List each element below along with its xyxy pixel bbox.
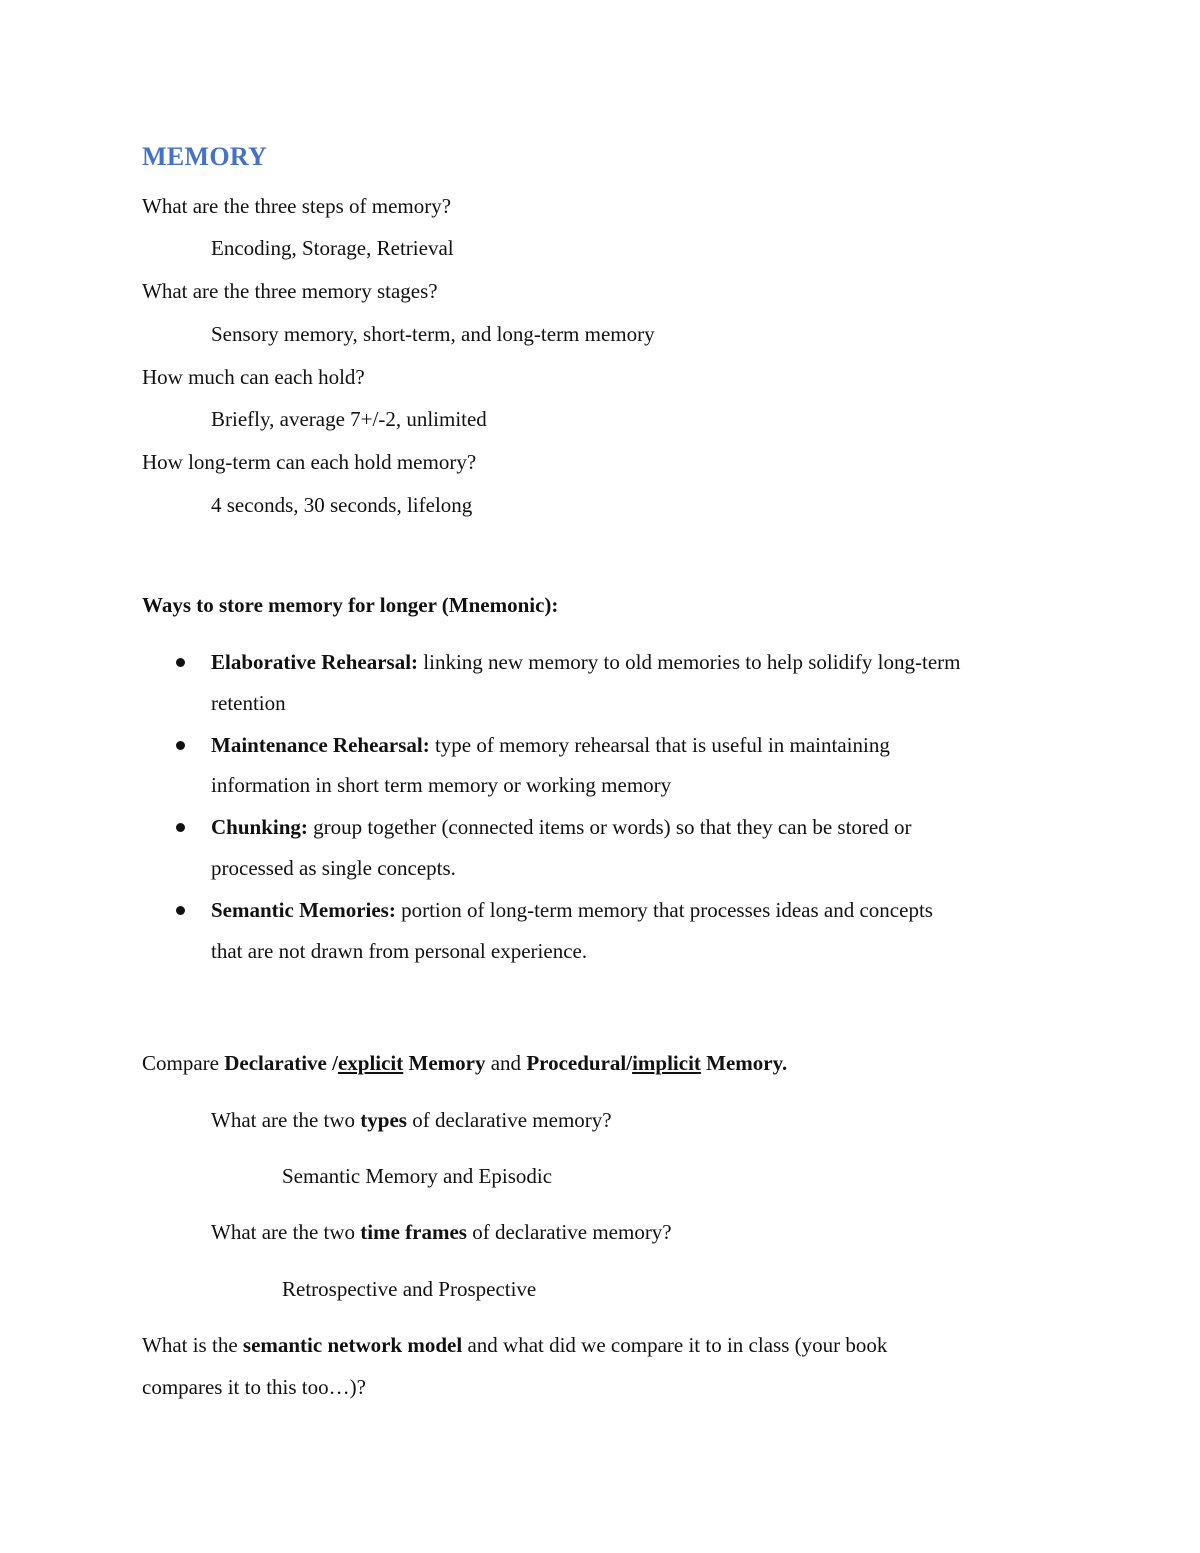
- list-item-chunking-cont: processed as single concepts.: [211, 856, 456, 880]
- list-item-elaborative: [211, 648, 960, 676]
- term-label: Maintenance Rehearsal:: [211, 733, 430, 757]
- term-label: Semantic Memories:: [211, 898, 396, 922]
- question-semantic-network-cont: compares it to this too…)?: [142, 1375, 366, 1399]
- term-label: Chunking:: [211, 815, 308, 839]
- procedural-label: Procedural/: [526, 1051, 633, 1075]
- bullet-icon: [176, 906, 185, 915]
- question-text: What is the: [142, 1333, 243, 1357]
- question-capacity: How much can each hold?: [142, 365, 365, 389]
- bullet-icon: [176, 823, 185, 832]
- mnemonic-heading: Ways to store memory for longer (Mnemonic):: [142, 593, 559, 617]
- list-item-chunking: [211, 813, 911, 841]
- question-text: and what did we compare it to in class (your book: [462, 1333, 888, 1357]
- term-definition: type of memory rehearsal that is useful in maintaining: [429, 733, 890, 757]
- answer-capacity: Briefly, average 7+/-2, unlimited: [211, 407, 487, 431]
- answer-duration: 4 seconds, 30 seconds, lifelong: [211, 493, 473, 517]
- question-text: of declarative memory?: [466, 1220, 672, 1244]
- page-title: MEMORY: [142, 142, 268, 171]
- question-semantic-network: [142, 1331, 887, 1359]
- list-item-semantic: [211, 896, 933, 924]
- compare-heading: [142, 1049, 787, 1077]
- question-types: [211, 1106, 612, 1134]
- explicit-label: explicit: [337, 1051, 404, 1075]
- term-definition: linking new memory to old memories to help solidify long-term: [418, 650, 961, 674]
- question-keyword: semantic network model: [242, 1333, 463, 1357]
- question-keyword: time frames: [360, 1220, 467, 1244]
- answer-types: Semantic Memory and Episodic: [282, 1164, 553, 1188]
- term-definition: group together (connected items or words) so that they can be stored or: [307, 815, 912, 839]
- question-text: What are the two: [211, 1220, 361, 1244]
- compare-prefix: Compare: [142, 1051, 225, 1075]
- and-text: and: [485, 1051, 527, 1075]
- declarative-label: Declarative /: [224, 1051, 338, 1075]
- question-text: of declarative memory?: [406, 1108, 612, 1132]
- answer-stages: Sensory memory, short-term, and long-term memory: [211, 322, 655, 346]
- question-stages: What are the three memory stages?: [142, 279, 438, 303]
- list-item-elaborative-cont: retention: [211, 691, 286, 715]
- bullet-icon: [176, 658, 185, 667]
- list-item-semantic-cont: that are not drawn from personal experience.: [211, 939, 588, 963]
- term-label: Elaborative Rehearsal:: [211, 650, 419, 674]
- answer-steps: Encoding, Storage, Retrieval: [211, 236, 454, 260]
- question-time-frames: [211, 1218, 672, 1246]
- question-keyword: types: [360, 1108, 407, 1132]
- question-text: What are the two: [211, 1108, 361, 1132]
- list-item-maintenance-cont: information in short term memory or working memory: [211, 773, 672, 797]
- answer-time-frames: Retrospective and Prospective: [282, 1277, 537, 1301]
- implicit-label: implicit: [632, 1051, 701, 1075]
- list-item-maintenance: [211, 731, 890, 759]
- memory-label: Memory: [403, 1051, 486, 1075]
- question-duration: How long-term can each hold memory?: [142, 450, 477, 474]
- term-definition: portion of long-term memory that processes ideas and concepts: [395, 898, 933, 922]
- memory-label: Memory.: [700, 1051, 788, 1075]
- bullet-icon: [176, 741, 185, 750]
- question-steps: What are the three steps of memory?: [142, 194, 452, 218]
